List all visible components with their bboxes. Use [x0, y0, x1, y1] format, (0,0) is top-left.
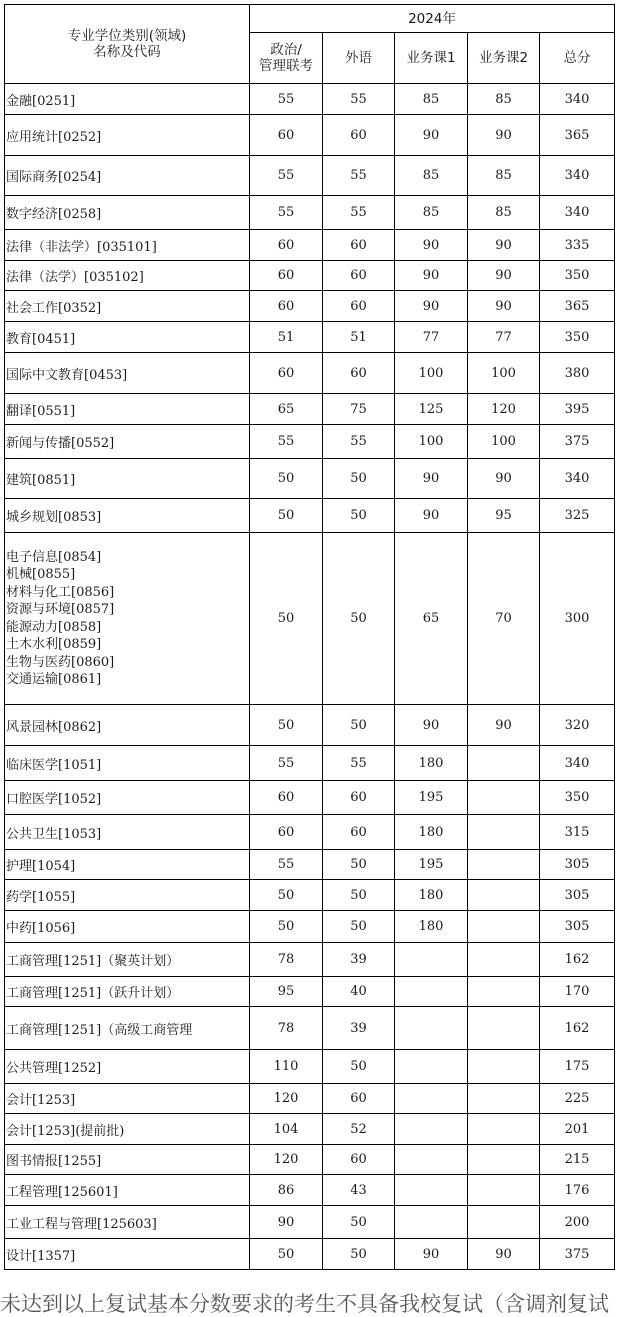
score-cell-total: 350 — [540, 322, 615, 353]
score-cell-foreign: 60 — [323, 781, 395, 815]
score-cell-foreign: 50 — [323, 533, 395, 705]
score-cell-foreign: 50 — [323, 705, 395, 746]
score-cell-course2 — [468, 880, 540, 911]
score-cell-politics: 60 — [250, 291, 323, 322]
score-cell-course1: 90 — [395, 1239, 468, 1270]
score-cell-course2: 90 — [468, 115, 540, 156]
score-cell-total: 350 — [540, 781, 615, 815]
table-row — [5, 746, 615, 781]
score-cell-course2 — [468, 1114, 540, 1145]
score-cell-total: 320 — [540, 705, 615, 746]
score-cell-politics: 60 — [250, 353, 323, 394]
score-cell-course1: 90 — [395, 499, 468, 533]
program-name-cell: 设计[1357] — [5, 1239, 250, 1270]
score-cell-course2: 90 — [468, 459, 540, 499]
score-cell-course1 — [395, 1084, 468, 1114]
score-cell-politics: 60 — [250, 261, 323, 291]
score-cell-total: 325 — [540, 499, 615, 533]
score-cell-politics: 55 — [250, 425, 323, 459]
score-cell-total: 340 — [540, 196, 615, 230]
score-cell-foreign: 50 — [323, 499, 395, 533]
score-cell-foreign: 55 — [323, 84, 395, 115]
score-cell-total: 305 — [540, 880, 615, 911]
score-cell-politics: 50 — [250, 533, 323, 705]
table-row — [5, 425, 615, 459]
score-table-body — [5, 84, 615, 1270]
table-row — [5, 1050, 615, 1084]
score-cell-total: 335 — [540, 230, 615, 261]
program-name-cell: 护理[1054] — [5, 850, 250, 880]
score-cell-total: 162 — [540, 1007, 615, 1050]
table-row — [5, 977, 615, 1007]
program-name-cell: 国际中文教育[0453] — [5, 353, 250, 394]
score-cell-course2 — [468, 1206, 540, 1239]
score-cell-foreign: 60 — [323, 815, 395, 850]
score-cell-foreign: 60 — [323, 230, 395, 261]
program-name-cell: 工商管理[1251]（聚英计划） — [5, 943, 250, 977]
program-name-cell: 图书情报[1255] — [5, 1145, 250, 1175]
score-cell-politics: 90 — [250, 1206, 323, 1239]
table-row — [5, 1007, 615, 1050]
table-row — [5, 156, 615, 196]
score-cell-course2: 90 — [468, 1239, 540, 1270]
score-cell-course2: 90 — [468, 705, 540, 746]
score-cell-politics: 60 — [250, 815, 323, 850]
program-name-cell: 城乡规划[0853] — [5, 499, 250, 533]
program-name: 电子信息[0854] — [6, 549, 102, 565]
score-cell-foreign: 60 — [323, 353, 395, 394]
score-cell-politics: 55 — [250, 156, 323, 196]
year-header: 2024年 — [250, 5, 615, 33]
col-header-foreign: 外语 — [323, 33, 395, 84]
score-cell-total: 305 — [540, 911, 615, 943]
score-cell-total: 350 — [540, 261, 615, 291]
score-cell-course2 — [468, 850, 540, 880]
score-cell-politics: 104 — [250, 1114, 323, 1145]
table-row — [5, 84, 615, 115]
score-cell-politics: 50 — [250, 911, 323, 943]
score-cell-foreign: 40 — [323, 977, 395, 1007]
score-cell-course2: 90 — [468, 291, 540, 322]
score-cell-foreign: 50 — [323, 459, 395, 499]
program-name: 资源与环境[0857] — [6, 602, 115, 617]
col-header-course2: 业务课2 — [468, 33, 540, 84]
category-header-line2: 名称及代码 — [93, 44, 161, 60]
score-cell-foreign: 55 — [323, 425, 395, 459]
score-cell-politics: 60 — [250, 230, 323, 261]
score-cell-total: 340 — [540, 156, 615, 196]
score-cell-politics: 65 — [250, 394, 323, 425]
program-name: 生物与医药[0860] — [6, 654, 115, 670]
program-name-cell: 会计[1253](提前批) — [5, 1114, 250, 1145]
score-cell-total: 175 — [540, 1050, 615, 1084]
score-cell-foreign: 50 — [323, 850, 395, 880]
table-row — [5, 459, 615, 499]
table-row — [5, 533, 615, 705]
table-row — [5, 261, 615, 291]
score-cell-course1: 90 — [395, 230, 468, 261]
score-cell-course1 — [395, 1206, 468, 1239]
score-cell-foreign: 50 — [323, 911, 395, 943]
score-cell-course2 — [468, 1175, 540, 1206]
score-cell-total: 340 — [540, 459, 615, 499]
score-cell-course1: 100 — [395, 353, 468, 394]
score-cell-course1: 85 — [395, 84, 468, 115]
program-name-cell: 法律（法学）[035102] — [5, 261, 250, 291]
score-cell-politics: 50 — [250, 1239, 323, 1270]
score-cell-foreign: 75 — [323, 394, 395, 425]
score-cell-total: 305 — [540, 850, 615, 880]
score-cell-politics: 120 — [250, 1145, 323, 1175]
program-name: 能源动力[0858] — [6, 619, 102, 635]
table-row — [5, 230, 615, 261]
score-cell-politics: 120 — [250, 1084, 323, 1114]
score-cell-total: 395 — [540, 394, 615, 425]
score-cell-course1: 65 — [395, 533, 468, 705]
table-row — [5, 499, 615, 533]
program-name-cell: 公共管理[1252] — [5, 1050, 250, 1084]
program-name-cell: 工商管理[1251]（高级工商管理 — [5, 1007, 250, 1050]
score-cell-politics: 55 — [250, 196, 323, 230]
score-cell-total: 365 — [540, 115, 615, 156]
score-cell-foreign: 39 — [323, 943, 395, 977]
score-cell-course2 — [468, 1007, 540, 1050]
score-cell-course2 — [468, 977, 540, 1007]
score-cell-politics: 55 — [250, 84, 323, 115]
program-name-cell: 风景园林[0862] — [5, 705, 250, 746]
score-cell-course1: 85 — [395, 196, 468, 230]
program-name-cell: 工程管理[125601] — [5, 1175, 250, 1206]
program-name-cell: 公共卫生[1053] — [5, 815, 250, 850]
score-cell-course2: 77 — [468, 322, 540, 353]
table-row — [5, 291, 615, 322]
score-cell-total: 201 — [540, 1114, 615, 1145]
program-name-cell: 社会工作[0352] — [5, 291, 250, 322]
score-cell-course2 — [468, 746, 540, 781]
score-cell-course1: 90 — [395, 459, 468, 499]
score-cell-politics: 78 — [250, 943, 323, 977]
score-cell-course2 — [468, 1050, 540, 1084]
score-cell-total: 300 — [540, 533, 615, 705]
score-cell-politics: 50 — [250, 705, 323, 746]
score-cell-course1: 180 — [395, 911, 468, 943]
score-cell-course1: 195 — [395, 850, 468, 880]
score-cell-course1: 180 — [395, 746, 468, 781]
score-cell-course2 — [468, 943, 540, 977]
score-cell-course2 — [468, 911, 540, 943]
score-cell-course2 — [468, 1145, 540, 1175]
score-cell-course1 — [395, 943, 468, 977]
score-cell-foreign: 39 — [323, 1007, 395, 1050]
score-cell-course2: 85 — [468, 156, 540, 196]
program-name-cell — [5, 533, 250, 705]
program-name: 土木水利[0859] — [6, 637, 102, 652]
score-cell-course1 — [395, 1007, 468, 1050]
program-name-cell: 建筑[0851] — [5, 459, 250, 499]
score-cell-course1: 90 — [395, 261, 468, 291]
score-cell-total: 340 — [540, 84, 615, 115]
category-header-line1: 专业学位类别(领域) — [67, 28, 187, 44]
score-cell-course2 — [468, 815, 540, 850]
table-row — [5, 911, 615, 943]
score-cell-total: 375 — [540, 1239, 615, 1270]
score-cell-course1: 90 — [395, 115, 468, 156]
table-row — [5, 353, 615, 394]
score-cell-foreign: 55 — [323, 746, 395, 781]
score-cell-foreign: 50 — [323, 1050, 395, 1084]
score-cell-course2: 85 — [468, 196, 540, 230]
program-name: 交通运输[0861] — [6, 672, 102, 687]
score-cell-course1 — [395, 1050, 468, 1084]
score-cell-politics: 50 — [250, 499, 323, 533]
score-cell-course1: 90 — [395, 705, 468, 746]
score-cell-politics: 51 — [250, 322, 323, 353]
program-name-cell: 工业工程与管理[125603] — [5, 1206, 250, 1239]
table-row — [5, 781, 615, 815]
program-name-cell: 应用统计[0252] — [5, 115, 250, 156]
table-row — [5, 705, 615, 746]
program-name-cell: 药学[1055] — [5, 880, 250, 911]
score-cell-course2: 100 — [468, 353, 540, 394]
score-cell-total: 162 — [540, 943, 615, 977]
score-cell-course1: 180 — [395, 815, 468, 850]
score-cell-total: 375 — [540, 425, 615, 459]
score-cell-course1 — [395, 977, 468, 1007]
score-cell-course2: 120 — [468, 394, 540, 425]
score-cell-foreign: 52 — [323, 1114, 395, 1145]
score-cell-course1: 125 — [395, 394, 468, 425]
table-row — [5, 394, 615, 425]
score-cell-foreign: 60 — [323, 115, 395, 156]
score-cell-total: 200 — [540, 1206, 615, 1239]
table-row — [5, 1145, 615, 1175]
score-cell-foreign: 60 — [323, 1145, 395, 1175]
table-row — [5, 850, 615, 880]
table-row — [5, 943, 615, 977]
score-cell-politics: 50 — [250, 459, 323, 499]
score-cell-politics: 110 — [250, 1050, 323, 1084]
score-cell-foreign: 50 — [323, 1239, 395, 1270]
score-cell-politics: 50 — [250, 880, 323, 911]
score-cell-total: 340 — [540, 746, 615, 781]
program-name-cell: 国际商务[0254] — [5, 156, 250, 196]
score-cell-foreign: 51 — [323, 322, 395, 353]
col-header-course1: 业务课1 — [395, 33, 468, 84]
score-cell-total: 176 — [540, 1175, 615, 1206]
score-cell-course2: 85 — [468, 84, 540, 115]
score-cell-foreign: 55 — [323, 156, 395, 196]
table-row — [5, 1175, 615, 1206]
score-cell-course2 — [468, 1084, 540, 1114]
program-name-cell: 新闻与传播[0552] — [5, 425, 250, 459]
program-name: 材料与化工[0856] — [6, 584, 115, 600]
score-cell-total: 225 — [540, 1084, 615, 1114]
score-cell-foreign: 60 — [323, 291, 395, 322]
table-row — [5, 880, 615, 911]
score-cell-course1: 77 — [395, 322, 468, 353]
score-cell-course2: 70 — [468, 533, 540, 705]
score-cell-foreign: 43 — [323, 1175, 395, 1206]
score-cell-politics: 86 — [250, 1175, 323, 1206]
program-name-cell: 法律（非法学）[035101] — [5, 230, 250, 261]
program-name: 机械[0855] — [6, 567, 76, 582]
footer-note: 未达到以上复试基本分数要求的考生不具备我校复试（含调剂复试 — [0, 1292, 609, 1316]
col-header-politics: 政治/ 管理联考 — [250, 33, 323, 84]
table-row — [5, 1239, 615, 1270]
score-cell-total: 315 — [540, 815, 615, 850]
score-cell-course1 — [395, 1145, 468, 1175]
program-name-cell: 临床医学[1051] — [5, 746, 250, 781]
program-name-cell: 口腔医学[1052] — [5, 781, 250, 815]
score-cell-foreign: 50 — [323, 1206, 395, 1239]
table-row — [5, 115, 615, 156]
score-cell-politics: 60 — [250, 781, 323, 815]
score-cell-total: 170 — [540, 977, 615, 1007]
score-cell-course1: 100 — [395, 425, 468, 459]
score-cell-total: 380 — [540, 353, 615, 394]
score-cell-course2 — [468, 781, 540, 815]
score-cell-politics: 60 — [250, 115, 323, 156]
program-name-cell: 翻译[0551] — [5, 394, 250, 425]
score-cell-course2: 100 — [468, 425, 540, 459]
score-cell-course2: 95 — [468, 499, 540, 533]
program-name-cell: 教育[0451] — [5, 322, 250, 353]
col-header-total: 总分 — [540, 33, 615, 84]
score-cell-course1: 180 — [395, 880, 468, 911]
score-cell-foreign: 60 — [323, 1084, 395, 1114]
score-cell-course1: 195 — [395, 781, 468, 815]
score-cell-course1: 90 — [395, 291, 468, 322]
table-row — [5, 1084, 615, 1114]
table-row — [5, 815, 615, 850]
score-cell-course1 — [395, 1114, 468, 1145]
program-name-cell: 金融[0251] — [5, 84, 250, 115]
score-table — [4, 4, 615, 1270]
score-cell-foreign: 55 — [323, 196, 395, 230]
score-cell-foreign: 50 — [323, 880, 395, 911]
program-name-cell: 会计[1253] — [5, 1084, 250, 1114]
score-cell-course1: 85 — [395, 156, 468, 196]
program-name-cell: 工商管理[1251]（跃升计划） — [5, 977, 250, 1007]
score-cell-total: 365 — [540, 291, 615, 322]
table-row — [5, 322, 615, 353]
score-cell-course1 — [395, 1175, 468, 1206]
program-name-cell: 中药[1056] — [5, 911, 250, 943]
score-cell-politics: 95 — [250, 977, 323, 1007]
score-cell-course2: 90 — [468, 261, 540, 291]
category-header — [5, 5, 250, 84]
program-name-cell: 数字经济[0258] — [5, 196, 250, 230]
score-cell-politics: 55 — [250, 850, 323, 880]
table-row — [5, 1206, 615, 1239]
score-cell-politics: 55 — [250, 746, 323, 781]
score-cell-course2: 90 — [468, 230, 540, 261]
table-row — [5, 1114, 615, 1145]
score-cell-politics: 78 — [250, 1007, 323, 1050]
score-cell-total: 215 — [540, 1145, 615, 1175]
score-cell-foreign: 60 — [323, 261, 395, 291]
table-row — [5, 196, 615, 230]
